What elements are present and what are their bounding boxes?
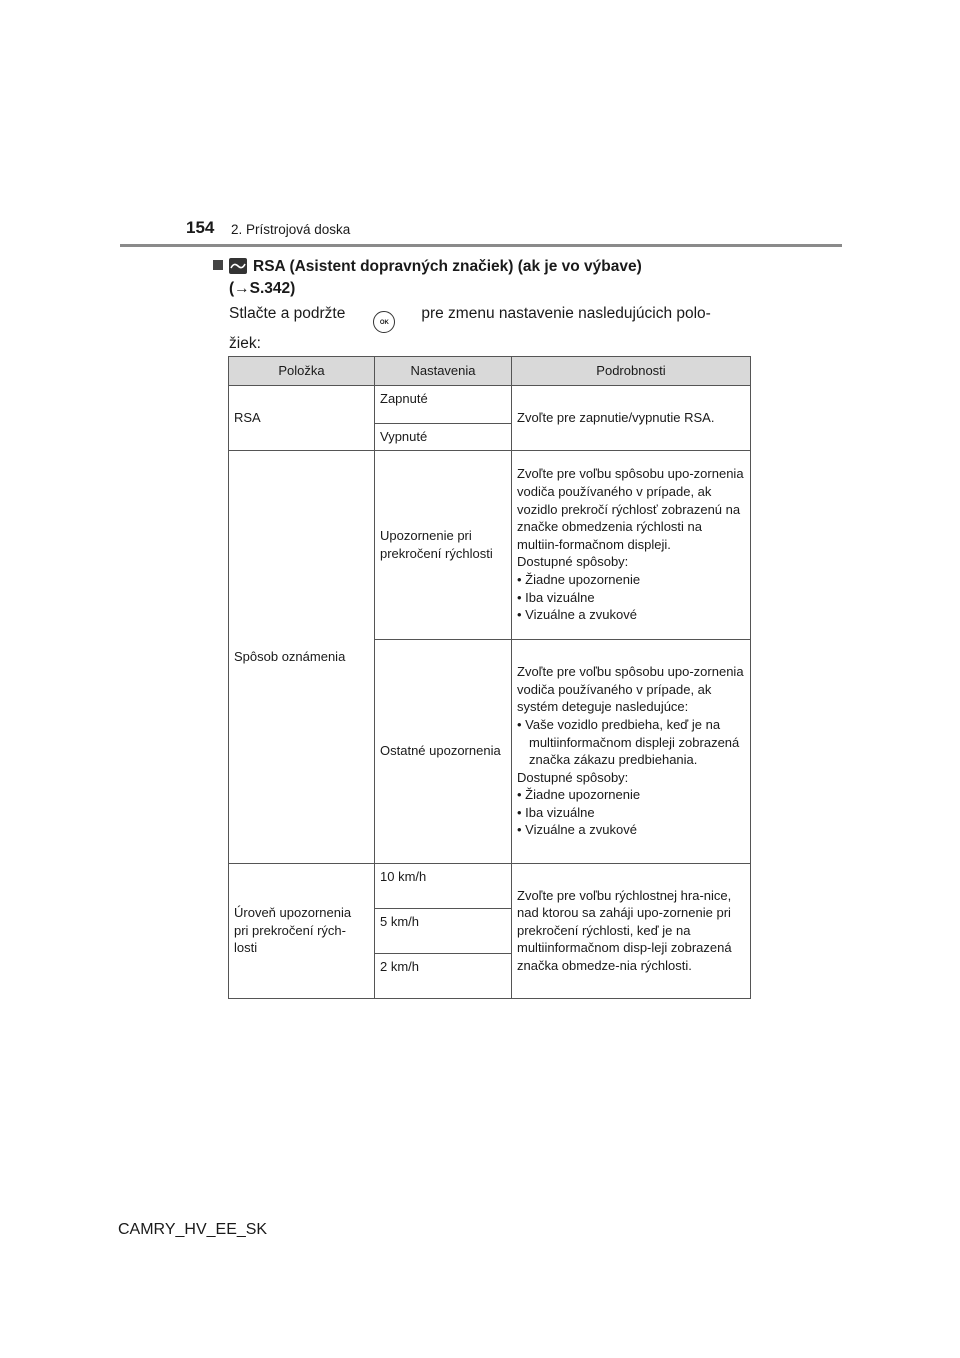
header-settings: Nastavenia xyxy=(375,357,512,386)
rsa-setting-off: Vypnuté xyxy=(375,424,512,451)
square-bullet-icon xyxy=(213,260,223,270)
table-row xyxy=(229,386,751,424)
list-item: • Vaše vozidlo predbieha, keď je na multiinformačnom displeji zobrazená značka zákazu predbiehania. xyxy=(517,716,745,769)
level-setting-2: 2 km/h xyxy=(375,953,512,998)
list-item: • Vizuálne a zvukové xyxy=(517,606,745,624)
list-item: • Iba vizuálne xyxy=(517,804,745,822)
list-item: • Žiadne upozornenie xyxy=(517,571,745,589)
header-item: Položka xyxy=(229,357,375,386)
other-warnings-setting-cell: Ostatné upozornenia xyxy=(375,639,512,863)
list-item: • Vizuálne a zvukové xyxy=(517,821,745,839)
level-item-cell: Úroveň upozornenia pri prekročení rých-losti xyxy=(229,863,375,998)
chapter-title: 2. Prístrojová doska xyxy=(231,222,351,237)
table-row xyxy=(229,450,751,639)
level-setting-5: 5 km/h xyxy=(375,908,512,953)
over-speed-methods-list xyxy=(517,571,745,624)
over-speed-methods-label: Dostupné spôsoby: xyxy=(517,554,629,570)
table-header-row xyxy=(229,357,751,386)
over-speed-setting-cell: Upozornenie pri prekročení rýchlosti xyxy=(375,450,512,639)
other-warnings-methods-label: Dostupné spôsoby: xyxy=(517,769,629,785)
rsa-details-cell: Zvoľte pre zapnutie/vypnutie RSA. xyxy=(512,386,751,451)
level-details-cell: Zvoľte pre voľbu rýchlostnej hra-nice, nad ktorou sa zaháji upo-zornenie pri prekročení rýchlosti, keď je na multiinformačnom disp-leji zobrazená značka obmedze-nia rýchlosti. xyxy=(512,863,751,998)
other-warnings-conditions-list xyxy=(517,716,745,769)
rsa-item-cell: RSA xyxy=(229,386,375,451)
table-row xyxy=(229,863,751,908)
ok-button-icon: OK xyxy=(373,311,395,333)
intro-paragraph xyxy=(229,303,759,355)
section-title xyxy=(213,256,753,300)
intro-text-part2: pre zmenu nastavenie nasledujúcich polo- xyxy=(421,305,711,322)
other-warnings-methods-list xyxy=(517,786,745,839)
header-divider xyxy=(120,244,842,247)
other-warnings-details-text: Zvoľte pre voľbu spôsobu upo-zornenia vodiča používaného v prípade, ak systém deteguje nasledujúce: xyxy=(517,664,744,715)
other-warnings-details-cell xyxy=(512,639,751,863)
section-title-text: RSA (Asistent dopravných značiek) (ak je vo výbave) xyxy=(253,258,642,275)
intro-text-part1: Stlačte a podržte xyxy=(229,305,346,322)
list-item: • Žiadne upozornenie xyxy=(517,786,745,804)
settings-table xyxy=(228,356,751,999)
rsa-setting-on: Zapnuté xyxy=(375,386,512,424)
over-speed-details-cell xyxy=(512,450,751,639)
road-sign-assist-icon xyxy=(229,258,247,274)
level-setting-10: 10 km/h xyxy=(375,863,512,908)
intro-text-line2: žiek: xyxy=(229,335,261,352)
section-page-reference: (→S.342) xyxy=(229,280,296,297)
over-speed-details-text: Zvoľte pre voľbu spôsobu upo-zornenia vodiča používaného v prípade, ak vozidlo prekročí rýchlosť zobrazenú na značke obmedzenia rýchlosti na multiin-formačnom displeji. xyxy=(517,466,744,552)
page-number: 154 xyxy=(186,218,215,237)
header-details: Podrobnosti xyxy=(512,357,751,386)
list-item: • Iba vizuálne xyxy=(517,589,745,607)
footer-model-code: CAMRY_HV_EE_SK xyxy=(118,1221,268,1238)
notification-item-cell: Spôsob oznámenia xyxy=(229,450,375,863)
